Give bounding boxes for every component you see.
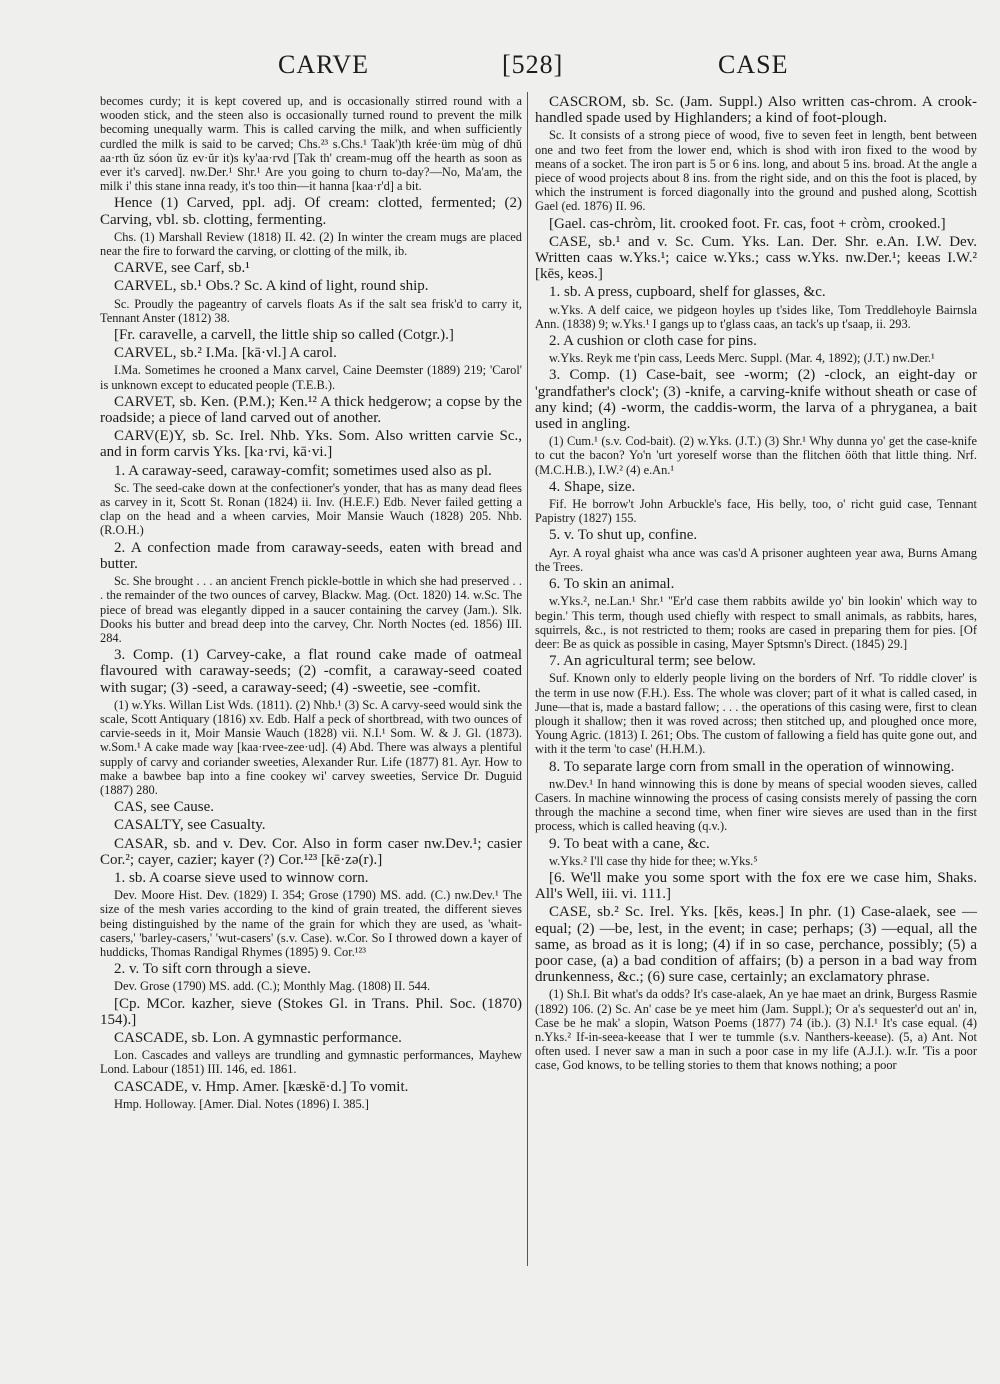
dictionary-paragraph: Sc. She brought . . . an ancient French pickle-bottle in which she had preserved . . . the remainder of the two ounces of carvey, Blackw. Mag. (Oct. 1820) 14. w.Sc. The piece of bread was elegantly dipped in a saucer containing the carvey (Jam.). Slk. Dooks his butter and bread deep into the carvey, Chr. North Noctes (ed. 1856) III. 284.	[100, 574, 522, 645]
dictionary-paragraph: 1. sb. A press, cupboard, shelf for glasses, &c.	[549, 284, 826, 301]
dictionary-paragraph: nw.Dev.¹ In hand winnowing this is done by means of special wooden sieves, called Casers. In machine winnowing the process of casing consists merely of passing the corn through the machine a second time, when finer wire sieves are used than in the first process, which is called heaving (q.v.).	[535, 776, 977, 834]
dictionary-paragraph: Fif. He borrow't John Arbuckle's face, His belly, too, o' richt guid case, Tennant Papistry (1827) 155.	[535, 497, 977, 526]
dictionary-paragraph: CARVEL, sb.² I.Ma. [kā·vl.] A carol.	[114, 345, 337, 362]
dictionary-paragraph: CASE, sb.² Sc. Irel. Yks. [kēs, keəs.] In phr. (1) Case-alaek, see —equal; (2) —be, lest, in the event; in case; perhaps; (3) —equal, all the same, as broad as it is long; (4) if in so case, perchance, possibly; (5) a poor case, (a) a bad condition of affairs; (b) a person in a bad way from drunkenness, &c.; (6) sure case, certainly; an exclamatory phrase.	[535, 904, 977, 986]
dictionary-paragraph: 3. Comp. (1) Case-bait, see -worm; (2) -clock, an eight-day or 'grandfather's clock'; (3) -knife, a carving-knife without sheath or case of any kind; (4) -worm, the caddis-worm, the larva of a phryganea, a bait used in angling.	[535, 367, 977, 433]
dictionary-paragraph: Sc. Proudly the pageantry of carvels floats As if the salt sea frisk'd to carry it, Tennant Anster (1812) 38.	[100, 296, 522, 325]
dictionary-paragraph: Hmp. Holloway. [Amer. Dial. Notes (1896) I. 385.]	[114, 1096, 369, 1111]
dictionary-paragraph: Sc. The seed-cake down at the confectioner's yonder, that has as many dead flees as carvey in it, Scott St. Ronan (1824) ii. Inv. (H.E.F.) Edb. Never failed getting a clap on the head and a wheen carvies, Moir Mansie Wauch (1828) 205. Nhb. (R.O.H.)	[100, 480, 522, 538]
page-header	[0, 50, 1000, 90]
dictionary-paragraph: 5. v. To shut up, confine.	[549, 527, 698, 544]
dictionary-paragraph: CARV(E)Y, sb. Sc. Irel. Nhb. Yks. Som. Also written carvie Sc., and in form carvis Yks. [ka·rvi, kā·vi.]	[100, 428, 522, 461]
dictionary-paragraph: [Fr. caravelle, a carvell, the little ship so called (Cotgr.).]	[114, 327, 454, 344]
dictionary-paragraph: [6. We'll make you some sport with the fox ere we case him, Shaks. All's Well, iii. vi. 111.]	[535, 869, 977, 903]
left-column	[100, 94, 522, 1113]
dictionary-paragraph: Dev. Grose (1790) MS. add. (C.); Monthly Mag. (1808) II. 544.	[114, 979, 431, 994]
dictionary-paragraph: CAS, see Cause.	[114, 799, 214, 816]
header-right-word: CASE	[718, 50, 789, 79]
dictionary-paragraph: 2. v. To sift corn through a sieve.	[114, 961, 311, 978]
dictionary-paragraph: 1. A caraway-seed, caraway-comfit; sometimes used also as pl.	[114, 462, 492, 479]
dictionary-paragraph: w.Yks.², ne.Lan.¹ Shr.¹ ''Er'd case them rabbits awilde yo' bin lookin' which way to begin.' This term, though used chiefly with respect to small animals, as rabbits, hares, squirrels, &c., is not restricted to them; rooks are cased in preparing them for pies. [Of deer: Be as quick as possible in casing, Mayer Sptsmn's Direct. (1845) 29.]	[535, 594, 977, 651]
dictionary-paragraph: Ayr. A royal ghaist wha ance was cas'd A prisoner aughteen year awa, Burns Amang the Trees.	[535, 545, 977, 574]
dictionary-paragraph: I.Ma. Sometimes he crooned a Manx carvel, Caine Deemster (1889) 219; 'Carol' is unknown except to educated people (T.E.B.).	[100, 363, 522, 392]
dictionary-paragraph: (1) w.Yks. Willan List Wds. (1811). (2) Nhb.¹ (3) Sc. A carvy-seed would sink the scale, Scott Antiquary (1816) xv. Edb. Half a peck of shortbread, with two ounces of carvie-seeds in it, Moir Mansie Wauch (1828) vii. N.I.¹ Som. W. & J. Gl. (1873). w.Som.¹ A cake made way [kaa·rvee-zee·ud]. (4) Abd. There was always a plentiful supply of carvy and coriander sweeties, Alexander Rur. Life (1877) 81. Ayr. How to make a bawbee bap into a fine cookey wi' carvey sweeties, Service Dr. Duguid (1887) 280.	[100, 697, 522, 797]
dictionary-paragraph: 7. An agricultural term; see below.	[549, 653, 756, 670]
header-left-word: CARVE	[278, 50, 370, 79]
dictionary-paragraph: 4. Shape, size.	[549, 478, 636, 495]
column-divider	[527, 92, 528, 1266]
dictionary-paragraph: w.Yks. A delf caice, we pidgeon hoyles up t'sides like, Tom Treddlehoyle Bairnsla Ann. (1838) 9; w.Yks.¹ I gangs up to t'glass caas, an tack's up t'saap, ii. 293.	[535, 302, 977, 331]
dictionary-paragraph: 3. Comp. (1) Carvey-cake, a flat round cake made of oatmeal flavoured with caraway-seeds; (2) -comfit, a caraway-seed coated with sugar; (3) -seed, a caraway-seed; (4) -sweetie, see -comfit.	[100, 647, 522, 696]
dictionary-paragraph: w.Yks. Reyk me t'pin cass, Leeds Merc. Suppl. (Mar. 4, 1892); (J.T.) nw.Der.¹	[549, 351, 935, 366]
dictionary-paragraph: CASCADE, v. Hmp. Amer. [kæskē·d.] To vomit.	[114, 1078, 409, 1095]
dictionary-paragraph: CASCROM, sb. Sc. (Jam. Suppl.) Also written cas-chrom. A crook-handled spade used by Highlanders; a kind of foot-plough.	[535, 94, 977, 127]
dictionary-paragraph: CARVEL, sb.¹ Obs.? Sc. A kind of light, round ship.	[114, 278, 429, 295]
dictionary-paragraph: 1. sb. A coarse sieve used to winnow corn.	[114, 869, 369, 886]
dictionary-paragraph: Sc. It consists of a strong piece of wood, five to seven feet in length, bent between one and two feet from the lower end, which is shod with iron fixed to the wood by means of a socket. The iron part is 5 or 6 ins. long, and about 5 ins. broad. At the angle a piece of wood projects about 8 ins. from the right side, and on this the foot is placed, by which the instrument is forced diagonally into the ground and pushed along, Scottish Gael (ed. 1876) II. 96.	[535, 128, 977, 214]
dictionary-paragraph: CASAR, sb. and v. Dev. Cor. Also in form caser nw.Dev.¹; casier Cor.²; cayer, cazier; kayer (?) Cor.¹²³ [kē·zə(r).]	[100, 835, 522, 868]
dictionary-paragraph: (1) Sh.I. Bit what's da odds? It's case-alaek, An ye hae maet an drink, Burgess Rasmie (1892) 106. (2) Sc. An' case be ye meet him (Jam. Suppl.); Or a's sequester'd out an' in, Case be he mak' a slopin, Watson Poems (1877) 74 (ib.). (3) N.I.¹ It's case equal. (4) n.Yks.² If-in-seea-keease that I wer te tummle (s.v. Nanthers-keease). (5, a) Ant. Not often used. I never saw a man in such a poor case in my life (A.J.I.). w.Ir. 'Tis a poor case, God knows, to be telling stories to them that knows nothing; a poor	[535, 987, 977, 1073]
dictionary-paragraph: CARVET, sb. Ken. (P.M.); Ken.¹² A thick hedgerow; a copse by the roadside; a piece of land carved out of another.	[100, 393, 522, 427]
dictionary-paragraph: w.Yks.² I'll case thy hide for thee; w.Yks.⁵	[549, 853, 758, 868]
dictionary-paragraph: Dev. Moore Hist. Dev. (1829) I. 354; Grose (1790) MS. add. (C.) nw.Dev.¹ The size of the mesh varies according to the kind of grain treated, the different sieves being distinguished by the name of the grain for which they are used, as 'whait-casers,' 'barley-casers,' 'wut-casers' (s.v. Case). w.Cor. So I throwed down a kayer of huddicks, Thomas Randigal Rhymes (1895) 9. Cor.¹²³	[100, 888, 522, 959]
dictionary-paragraph: becomes curdy; it is kept covered up, and is occasionally stirred round with a wooden stick, and the steen also is occasionally turned round to prevent the milk becoming unequally warm. This is called carving the milk, and when sufficiently curdled the milk is said to be carved; Chs.²³ s.Chs.¹ Taak')th krée·üm mùg of dhŭ aa·rth ŭz sóon ŭz ev·ŭr it)s ky'aa·rvd [Tak th' cream-mug off the hearth as soon as ever it's carved]. nw.Der.¹ Shr.¹ Are you going to churn to-day?—No, Ma'am, the milk i' this stane inna ready, it's too thin—it hanna [kaa·r'd] a bit.	[100, 94, 522, 194]
dictionary-paragraph: 9. To beat with a cane, &c.	[549, 835, 710, 852]
dictionary-paragraph: [Gael. cas-chròm, lit. crooked foot. Fr. cas, foot + cròm, crooked.]	[549, 215, 946, 232]
right-column	[535, 94, 977, 1075]
dictionary-paragraph: Lon. Cascades and valleys are trundling and gymnastic performances, Mayhew Lond. Labour (1851) III. 146, ed. 1861.	[100, 1048, 522, 1077]
dictionary-paragraph: 8. To separate large corn from small in the operation of winnowing.	[549, 758, 955, 775]
dictionary-paragraph: CARVE, see Carf, sb.¹	[114, 260, 250, 277]
dictionary-paragraph: Suf. Known only to elderly people living on the borders of Nrf. 'To riddle clover' is the term in use now (F.H.). Ess. The whole was clover; part of it what is called cased, in June—that is, made a bastard fallow; . . . the operations of this casing were, first to clean plough it shallow; then it was roved across; then stitched up, and ploughed once more, Young Agric. (1813) I. 261; Obs. The custom of fallowing a field has quite gone out, and with it the term 'to case' (H.H.M.).	[535, 671, 977, 757]
dictionary-paragraph: CASCADE, sb. Lon. A gymnastic performance.	[114, 1029, 402, 1046]
dictionary-paragraph: Hence (1) Carved, ppl. adj. Of cream: clotted, fermented; (2) Carving, vbl. sb. clotting, fermenting.	[100, 195, 522, 228]
dictionary-paragraph: 2. A cushion or cloth case for pins.	[549, 333, 757, 350]
dictionary-paragraph: CASALTY, see Casualty.	[114, 817, 266, 834]
dictionary-paragraph: (1) Cum.¹ (s.v. Cod-bait). (2) w.Yks. (J.T.) (3) Shr.¹ Why dunna yo' get the case-knife to cut the bacon? Yo'n 'urt yoreself worse than the flitchen ööth that little thing. Nrf. (M.C.H.B.), I.W.² (4) e.An.¹	[535, 434, 977, 477]
dictionary-paragraph: Chs. (1) Marshall Review (1818) II. 42. (2) In winter the cream mugs are placed near the fire to forward the carving, or clotting of the milk, ib.	[100, 229, 522, 259]
dictionary-paragraph: CASE, sb.¹ and v. Sc. Cum. Yks. Lan. Der. Shr. e.An. I.W. Dev. Written caas w.Yks.¹; caice w.Yks.; cass w.Yks. nw.Der.¹; keeas I.W.² [kēs, keəs.]	[535, 233, 977, 283]
page-number: [528]	[502, 50, 564, 79]
dictionary-paragraph: [Cp. MCor. kazher, sieve (Stokes Gl. in Trans. Phil. Soc. (1870) 154).]	[100, 995, 522, 1028]
dictionary-paragraph: 6. To skin an animal.	[549, 576, 675, 593]
dictionary-paragraph: 2. A confection made from caraway-seeds, eaten with bread and butter.	[100, 539, 522, 572]
